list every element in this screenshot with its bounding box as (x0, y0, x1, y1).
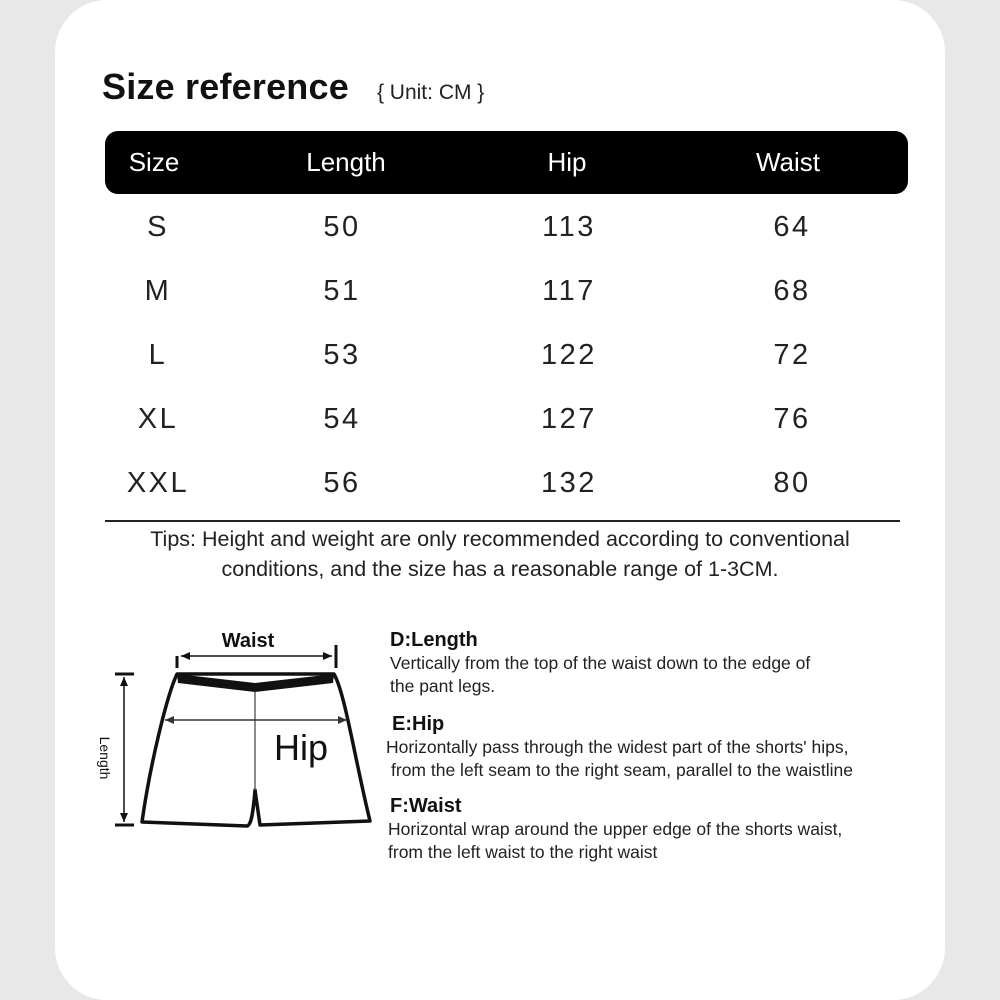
definition-hip-title: E:Hip (392, 713, 445, 735)
cell-length: 54 (323, 403, 361, 435)
waist-arrowhead-right (323, 652, 332, 660)
cell-hip: 132 (541, 467, 597, 499)
definition-waist-line-1: Horizontal wrap around the upper edge of the shorts waist, (388, 819, 843, 839)
cell-size: XL (137, 403, 179, 435)
definition-hip-line-1: Horizontally pass through the widest part of the shorts' hips, (386, 737, 849, 757)
cell-length: 56 (323, 467, 361, 499)
diagram-waist-label: Waist (221, 630, 275, 652)
definition-hip (386, 713, 853, 782)
table-row (0, 275, 1000, 315)
cell-hip: 122 (541, 339, 597, 371)
definition-length-line-1: Vertically from the top of the waist down to the edge of (390, 653, 811, 673)
page-title: Size reference (102, 66, 349, 107)
table-row (0, 211, 1000, 251)
cell-hip: 113 (542, 211, 596, 243)
tips-line-1: Tips: Height and weight are only recommended according to conventional (150, 527, 850, 551)
definition-hip-line-2: from the left seam to the right seam, parallel to the waistline (391, 760, 854, 780)
cell-size: L (148, 339, 168, 371)
definition-length-line-2: the pant legs. (390, 676, 496, 696)
waist-arrowhead-left (181, 652, 190, 660)
unit-label: { Unit: CM } (376, 81, 485, 104)
column-header-waist: Waist (755, 147, 821, 177)
definition-waist-line-2: from the left waist to the right waist (388, 842, 658, 862)
cell-hip: 117 (542, 275, 596, 307)
shorts-outline (142, 674, 370, 826)
tips-line-2: conditions, and the size has a reasonable range of 1-3CM. (221, 557, 779, 581)
cell-waist: 64 (773, 211, 811, 243)
length-arrowhead-top (120, 677, 128, 686)
table-row (0, 403, 1000, 443)
cell-size: S (147, 211, 169, 243)
definition-length (390, 629, 810, 698)
cell-waist: 68 (773, 275, 811, 307)
length-arrowhead-bottom (120, 813, 128, 822)
column-header-length: Length (306, 147, 386, 177)
table-row (0, 339, 1000, 379)
diagram-hip-label: Hip (273, 727, 329, 768)
cell-length: 51 (323, 275, 361, 307)
cell-length: 50 (323, 211, 361, 243)
title-row (102, 66, 484, 108)
column-header-hip: Hip (547, 147, 587, 177)
shorts-measurement-diagram (95, 625, 385, 840)
table-row (0, 467, 1000, 507)
column-header-size: Size (128, 147, 180, 177)
cell-size: M (144, 275, 172, 307)
definition-waist-title: F:Waist (390, 795, 462, 817)
tips-note (100, 524, 900, 584)
cell-waist: 72 (773, 339, 811, 371)
cell-hip: 127 (541, 403, 597, 435)
table-divider (105, 520, 900, 522)
cell-size: XXL (126, 467, 190, 499)
cell-waist: 76 (773, 403, 811, 435)
cell-length: 53 (323, 339, 361, 371)
definition-length-title: D:Length (390, 629, 478, 651)
definition-waist (388, 795, 842, 864)
diagram-length-label: Length (97, 736, 113, 780)
table-header (105, 131, 908, 194)
cell-waist: 80 (773, 467, 811, 499)
